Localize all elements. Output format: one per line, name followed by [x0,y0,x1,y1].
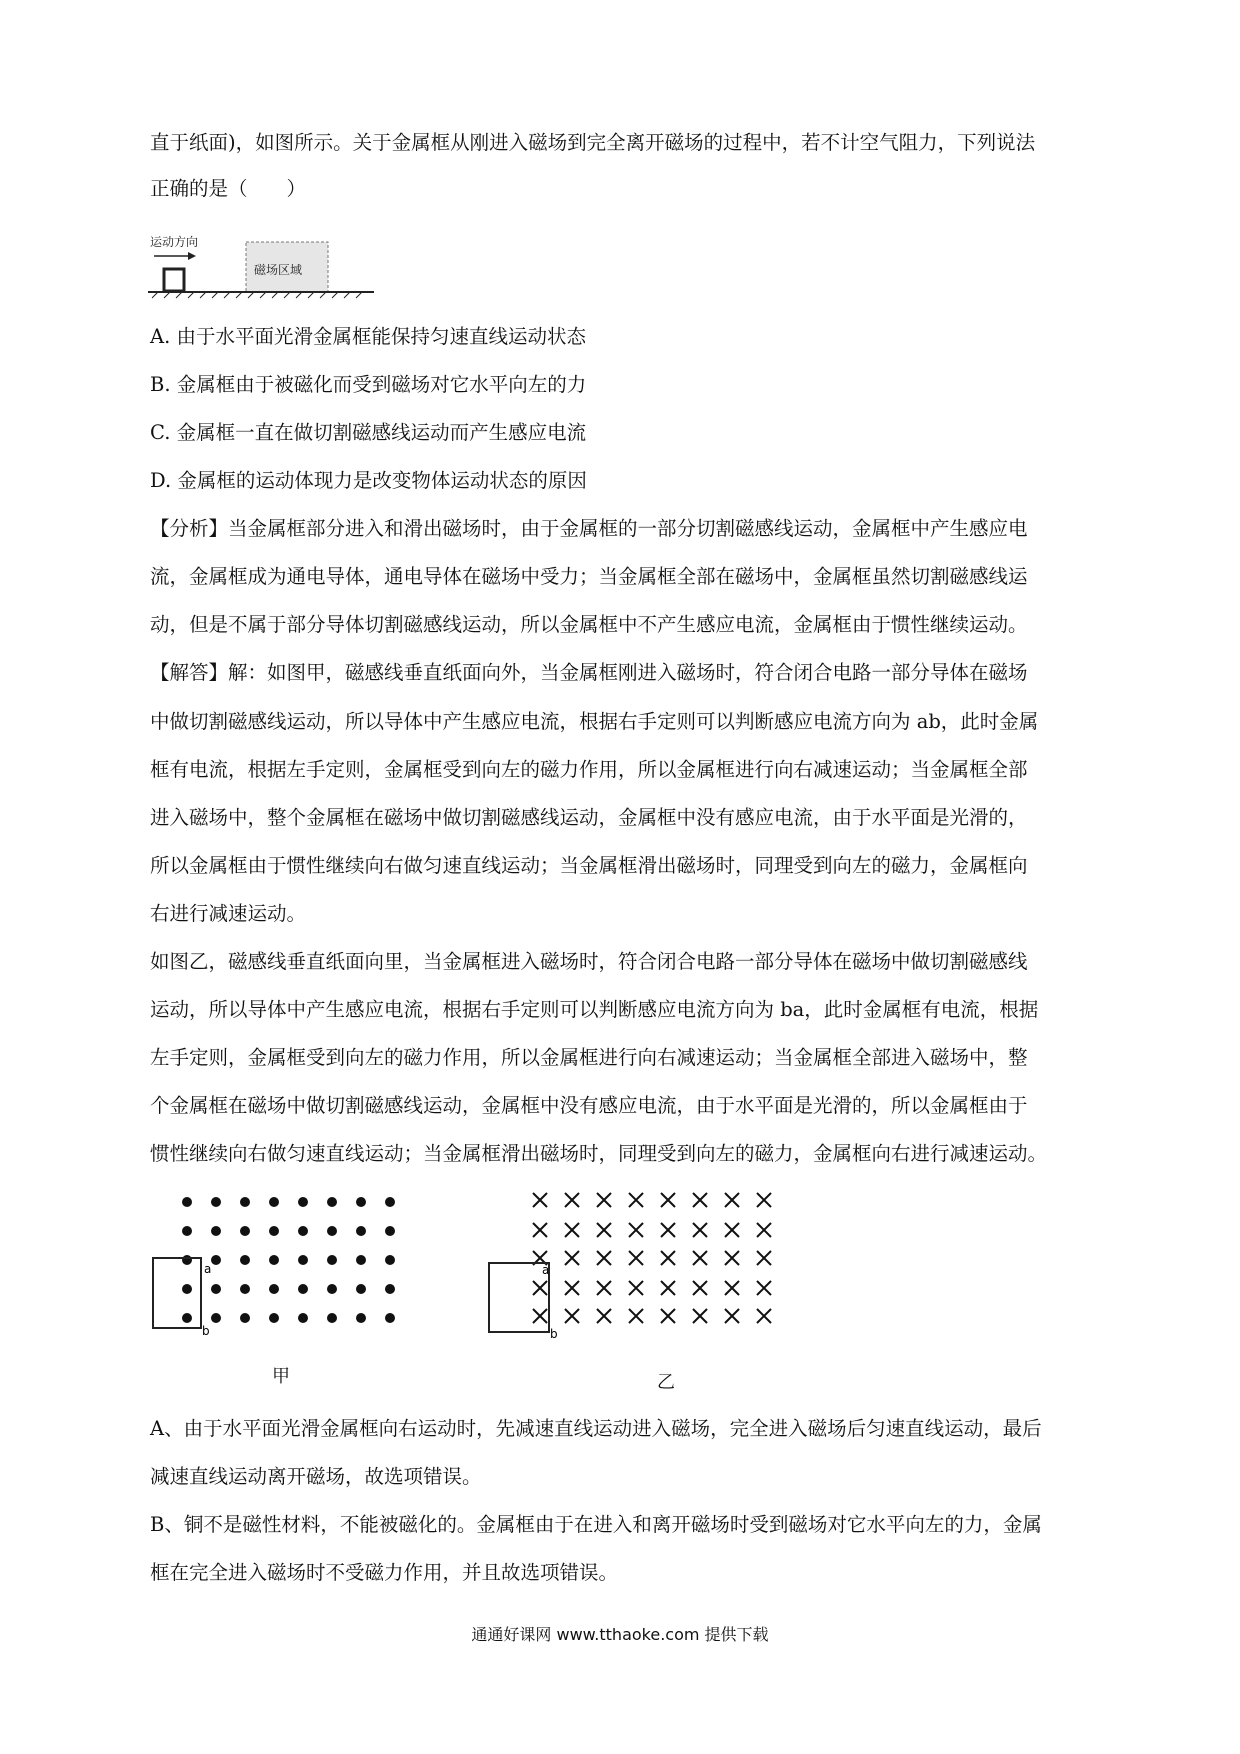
field-cross [565,1309,579,1323]
field-cross [597,1281,611,1295]
option-d: D. 金属框的运动体现力是改变物体运动状态的原因 [150,469,587,492]
metal-frame [164,269,184,291]
field-cross [725,1223,739,1237]
field-cross [757,1281,771,1295]
label-a-yi: a [542,1263,550,1277]
field-dot [211,1255,221,1265]
field-cross [693,1251,707,1265]
field-dot [298,1255,308,1265]
field-dot [211,1313,221,1323]
field-dot [327,1313,337,1323]
choice-a-explanation-2: 减速直线运动离开磁场，故选项错误。 [150,1465,482,1488]
field-cross [597,1193,611,1207]
field-dot [182,1313,192,1323]
figure-yi [484,1186,804,1346]
answer-line-11: 惯性继续向右做匀速直线运动；当金属框滑出磁场时，同理受到向左的磁力，金属框向右进行减速运动。 [150,1142,1048,1165]
field-dot [269,1226,279,1236]
choice-b-explanation-2: 框在完全进入磁场时不受磁力作用，并且故选项错误。 [150,1561,619,1584]
field-dot [269,1255,279,1265]
field-dot [385,1313,395,1323]
field-dot [211,1197,221,1207]
field-cross [661,1193,675,1207]
field-dot [385,1226,395,1236]
field-dot [240,1313,250,1323]
answer-line-2: 中做切割磁感线运动，所以导体中产生感应电流，根据右手定则可以判断感应电流方向为 ab，此时金属 [150,710,1039,733]
answer-line-8: 运动，所以导体中产生感应电流，根据右手定则可以判断感应电流方向为 ba，此时金属框有电流，根据 [150,998,1039,1021]
field-cross [565,1193,579,1207]
question-line-2: 正确的是（ ） [150,177,307,200]
answer-line-1: 【解答】解：如图甲，磁感线垂直纸面向外，当金属框刚进入磁场时，符合闭合电路一部分导体在磁场 [150,661,1028,684]
field-dot [240,1226,250,1236]
answer-line-4: 进入磁场中，整个金属框在磁场中做切割磁感线运动，金属框中没有感应电流，由于水平面是光滑的， [150,806,1028,829]
field-dot [298,1197,308,1207]
field-dot [356,1313,366,1323]
analysis-line-1: 【分析】当金属框部分进入和滑出磁场时，由于金属框的一部分切割磁感线运动，金属框中产生感应电 [150,517,1028,540]
answer-line-3: 框有电流，根据左手定则，金属框受到向左的磁力作用，所以金属框进行向右减速运动；当金属框全部 [150,758,1028,781]
field-cross [693,1193,707,1207]
field-cross [661,1281,675,1295]
field-dot [385,1255,395,1265]
field-cross [533,1193,547,1207]
field-dot [298,1284,308,1294]
field-cross [597,1251,611,1265]
field-cross [629,1281,643,1295]
field-dot [182,1284,192,1294]
field-dot [385,1197,395,1207]
field-dot [240,1197,250,1207]
field-dot [182,1226,192,1236]
field-cross [565,1251,579,1265]
field-dot [356,1226,366,1236]
label-a-jia: a [204,1262,212,1276]
field-dot [269,1284,279,1294]
motion-direction-label: 运动方向 [150,235,199,249]
field-dot [385,1284,395,1294]
footer-text: 通通好课网 www.tthaoke.com 提供下载 [471,1625,769,1644]
field-cross [693,1281,707,1295]
field-dot [356,1197,366,1207]
field-cross [629,1251,643,1265]
answer-line-10: 个金属框在磁场中做切割磁感线运动，金属框中没有感应电流，由于水平面是光滑的，所以金属框由于 [150,1094,1028,1117]
motion-arrowhead [188,252,196,260]
field-dot [269,1313,279,1323]
field-cross [725,1309,739,1323]
metal-frame-yi [489,1263,549,1332]
field-dots [182,1197,395,1323]
field-dot [356,1284,366,1294]
field-cross [661,1223,675,1237]
label-b-jia: b [202,1324,210,1338]
field-cross [693,1223,707,1237]
field-dot [327,1284,337,1294]
field-cross [661,1251,675,1265]
motion-diagram [148,228,378,300]
figure-jia [150,1190,420,1340]
field-cross [757,1223,771,1237]
answer-line-6: 右进行减速运动。 [150,902,307,925]
option-b: B. 金属框由于被磁化而受到磁场对它水平向左的力 [150,373,587,396]
field-cross [757,1251,771,1265]
field-cross [565,1281,579,1295]
metal-frame-jia [153,1258,201,1328]
field-dot [240,1284,250,1294]
field-cross [725,1281,739,1295]
field-cross [629,1193,643,1207]
option-a: A. 由于水平面光滑金属框能保持匀速直线运动状态 [150,325,586,348]
answer-line-5: 所以金属框由于惯性继续向右做匀速直线运动；当金属框滑出磁场时，同理受到向左的磁力，金属框向 [150,854,1028,877]
option-c: C. 金属框一直在做切割磁感线运动而产生感应电流 [150,421,587,444]
analysis-line-3: 动，但是不属于部分导体切割磁感线运动，所以金属框中不产生感应电流，金属框由于惯性继续运动。 [150,613,1028,636]
field-cross [629,1309,643,1323]
caption-jia: 甲 [272,1366,290,1387]
field-cross [597,1309,611,1323]
field-dot [211,1226,221,1236]
field-dot [298,1313,308,1323]
magnetic-region-label: 磁场区域 [254,263,303,277]
field-dot [327,1255,337,1265]
field-cross [565,1223,579,1237]
field-dot [182,1197,192,1207]
field-cross [597,1223,611,1237]
label-b-yi: b [550,1327,558,1341]
field-cross [693,1309,707,1323]
field-cross [757,1193,771,1207]
field-crosses [533,1193,771,1323]
field-dot [327,1226,337,1236]
field-dot [240,1255,250,1265]
field-cross [533,1223,547,1237]
field-dot [182,1255,192,1265]
field-cross [661,1309,675,1323]
field-dot [327,1197,337,1207]
question-line-1: 直于纸面)，如图所示。关于金属框从刚进入磁场到完全离开磁场的过程中，若不计空气阻力，下列说法 [150,131,1036,154]
field-dot [269,1197,279,1207]
field-dot [298,1226,308,1236]
field-cross [533,1309,547,1323]
analysis-line-2: 流，金属框成为通电导体，通电导体在磁场中受力；当金属框全部在磁场中，金属框虽然切割磁感线运 [150,565,1028,588]
choice-b-explanation-1: B、铜不是磁性材料，不能被磁化的。金属框由于在进入和离开磁场时受到磁场对它水平向左的力，金属 [150,1513,1042,1536]
field-dot [211,1284,221,1294]
field-cross [725,1251,739,1265]
field-cross [757,1309,771,1323]
answer-line-9: 左手定则，金属框受到向左的磁力作用，所以金属框进行向右减速运动；当金属框全部进入磁场中，整 [150,1046,1028,1069]
field-cross [725,1193,739,1207]
answer-line-7: 如图乙，磁感线垂直纸面向里，当金属框进入磁场时，符合闭合电路一部分导体在磁场中做切割磁感线 [150,950,1028,973]
field-dot [356,1255,366,1265]
field-cross [533,1281,547,1295]
choice-a-explanation-1: A、由于水平面光滑金属框向右运动时，先减速直线运动进入磁场，完全进入磁场后匀速直线运动，最后 [150,1417,1042,1440]
field-cross [629,1223,643,1237]
caption-yi: 乙 [657,1372,675,1393]
